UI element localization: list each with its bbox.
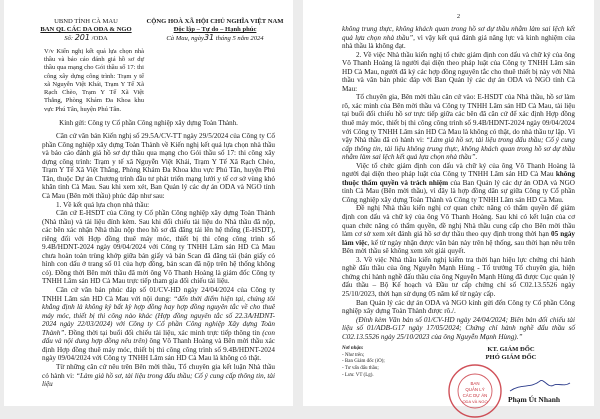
recipient: - Lưu: VT (Lg).: [342, 372, 374, 378]
closing-row: [342, 346, 575, 418]
agency-name: BAN QL CÁC DA ODA & NGO: [40, 26, 132, 34]
document-number: Số: 201 /ODA: [64, 33, 108, 43]
svg-text:CÁC DỰ ÁN: CÁC DỰ ÁN: [462, 392, 488, 398]
section-heading: 2. Về việc Nhà thầu kiến nghị tổ chức giám định con dấu và chữ ký của ông Võ Thanh Hoàng là người đại diện theo pháp luật của Công ty TNHH Lâm sản HD Cà Mau, người đã ký các hợp đồng nguyên tắc cho thuê thiết bị này với Nhà thầu và văn bản phúc đáp với Ban Quản lý các dự án ODA và NGO tỉnh Cà Mau:: [342, 50, 575, 93]
paragraph: Ban Quản lý các dự án ODA và NGO kính gửi đến Công ty Cổ phần Công nghiệp xây dựng Toàn Thành được rõ./.: [342, 298, 575, 316]
greeting: Kính gửi: Công ty Cổ phần Công nghiệp xây dựng Toàn Thành.: [59, 118, 238, 127]
signature-and-name: [508, 377, 572, 404]
paragraph: Đề nghị Nhà thầu kiến nghị cơ quan chức năng có thẩm quyền để giám định con dấu và chữ ký của ông Võ Thanh Hoàng. Sau khi có kết luận của cơ quan chức năng có thẩm quyền, đề nghị Nhà thầu cung cấp cho Bên mời thầu làm cơ sở xem xét đánh giá hồ sơ dự thầu theo quy định trong thời hạn 05 ngày làm việc, kể từ ngày nhận được văn bản này trên hệ thống, sau thời hạn nêu trên Bên mời thầu sẽ không xem xét giải quyết.: [342, 204, 576, 256]
paragraph: Từ những căn cứ nêu trên Bên mời thầu, Tổ chuyên gia kết luận Nhà thầu có hành vi: “Làm giả hồ sơ, tài liệu trong đấu thầu; Cố ý cung cấp thông tin, tài liệu: [42, 362, 276, 389]
document-page-1: [4, 0, 293, 406]
body-page-1: [42, 132, 275, 388]
document-page-2: [303, 0, 594, 406]
section-heading: 3. Về việc Nhà thầu kiến nghị kiểm tra thời hạn hiệu lực chứng chỉ hành nghề đấu thầu của ông Nguyễn Mạnh Hùng - Tổ trưởng Tổ chuyên gia, hiện chứng chỉ hành nghề đấu thầu của ông Nguyễn Mạnh Hùng đã được Cục quản lý đấu thầu – Bộ Kế hoạch và Đầu tư cấp chứng chỉ số C02.13.5526 ngày 25/10/2023, thời hạn sử dụng 05 năm kể từ ngày cấp.: [342, 255, 575, 298]
handwritten-number: 201: [74, 33, 90, 43]
document-date: Cà Mau, ngày31 tháng 5 năm 2024: [166, 33, 264, 43]
official-stamp: [447, 363, 505, 419]
recipients-block: [342, 346, 432, 418]
svg-text:QUẢN LÝ: QUẢN LÝ: [465, 386, 485, 392]
section-heading: 1. Về kết quả lựa chọn nhà thầu:: [56, 200, 150, 209]
paragraph: Căn cứ E-HSDT của Công ty Cổ phần Công nghiệp xây dựng Toàn Thành (Nhà thầu) và tài liệu đính kèm. Sau khi đối chiếu tài liệu do Nhà thầu đã nộp, các bên xác nhận Nhà thầu nộp theo hồ sơ đã đăng tải lên hệ thống (E-HSDT), riêng đối với Hợp đồng thuê máy móc, thiết bị thi công công trình số 9.4B/HDNT-2024 ngày 09/04/2024 với Công ty TNHH Lâm sản HD Cà Mau chưa hoàn toàn trùng khớp giữa bản giấy và bản Scan đã đăng tải (bản giấy có hình con dấu ở trang số 01 của hợp đồng, bản scan đã nộp trên hệ thống không có). Đồng thời Bên mời thầu đã mời ông Võ Thanh Hoàng là giám đốc Công ty TNHH Lâm sản HD Cà Mau trực tiếp tham gia đối chiếu tài liệu.: [42, 209, 275, 286]
signer-name: Phạm Út Nhanh: [508, 395, 561, 405]
paragraph: không trung thực, không khách quan trong hồ sơ dự thầu nhằm làm sai lệch kết quả lựa chọn nhà thầu”, vì vậy kết quả đánh giá năng lực và kinh nghiệm của nhà thầu là không đạt.: [342, 25, 575, 51]
attachments-note: (Đính kèm Văn bản số 01/CV-HD ngày 24/04/2024; Biên bản đối chiếu tài liệu số 01/ADB-G17 ngày 17/05/2024; Chứng chỉ hành nghề đấu thầu số C02.13.5526 ngày 25/10/2023 của ông Nguyễn Mạnh Hùng).”: [342, 315, 575, 341]
recipient: - Tư vấn đấu thầu;: [342, 366, 379, 372]
recipient: - Như trên;: [342, 352, 365, 358]
recipient: - Ban Giám đốc (iO);: [342, 359, 385, 365]
page-number: 2: [456, 13, 461, 20]
nation-title: CỘNG HOÀ XÃ HỘI CHỦ NGHĨA VIỆT NAM: [146, 18, 284, 25]
paragraph: Việc tổ chức giám định con dấu và chữ ký của ông Võ Thanh Hoàng là người đại diện theo pháp luật của Công ty TNHH Lâm sản HD Cà Mau không thuộc thẩm quyền và trách nhiệm của Ban Quản lý các dự án ODA và NGO tỉnh Cà Mau (Bên mời thầu), vì đây là hợp đồng dân sự giữa Công ty Cổ phần Công nghiệp xây dựng Toàn Thành và Công ty TNHH Lâm sản HD Cà Mau.: [342, 161, 575, 204]
svg-text:BAN: BAN: [470, 380, 480, 386]
paragraph: Tổ chuyên gia, Bên mời thầu căn cứ vào: E-HSDT của Nhà thầu, hồ sơ làm rõ, xác minh của Bên mời thầu và Công ty TNHH Lâm sản HD Cà Mau, tài liệu tại buổi đối chiếu hồ sơ trực tiếp giữa các bên đã căn cứ để xác định Hợp đồng thuê máy móc, thiết bị thi công công trình số 9.4B/HDNT-2024 ngày 09/04/2024 với Công ty TNHH Lâm sản HD Cà Mau là không có thật, do nhà thầu tự lập. Vì vậy Nhà thầu đã có hành vi: “Làm giả hồ sơ, tài liệu trong đấu thầu; Cố ý cung cấp thông tin, tài liệu không trung thực, không khách quan trong hồ sơ dự thầu nhằm làm sai lệch kết quả lựa chọn nhà thầu”.: [342, 93, 576, 162]
nation-block: [142, 18, 288, 44]
page-1-content: [4, 18, 293, 389]
recipients-title: Nơi nhận:: [342, 346, 364, 352]
motto: Độc lập – Tự do – Hạnh phúc: [173, 26, 257, 34]
signature-area: [447, 363, 575, 419]
body-page-2: [342, 25, 575, 341]
signature-block: [447, 346, 575, 418]
page-2-content: [342, 12, 575, 419]
letterhead: [4, 18, 293, 44]
signature-title: KT. GIÁM ĐỐC PHÓ GIÁM ĐỐC: [485, 346, 537, 362]
signature-scribble: [508, 377, 572, 395]
paragraph: Căn cứ văn bản phúc đáp số 01/CV-HD ngày 24/04/2024 của Công ty TNHH Lâm sản HD Cà Mau với nội dung: “đến thời điểm hiện tại, chúng tôi khẳng định là không ký bất kỳ hợp đồng hay hợp đồng nguyên tắc về cho thuê máy móc, thiết bị thi công nào khác (Hợp đồng nguyên tắc số 22.3A/HDNT-2024 ngày 22/03/2024) với Công ty Cổ phần Công nghiệp Xây dựng Toàn Thành”. Đồng thời tại buổi đối chiếu tài liệu, xác minh trực tiếp thông tin (con dấu và nội dung hợp đồng nêu trên) ông Võ Thanh Hoàng và Bên mời thầu xác định Hợp đồng thuê máy móc, thiết bị thi công công trình số 9.4B/HDNT-2024 ngày 09/04/2024 với Công ty TNHH Lâm sản HD Cà Mau là không có thật.: [42, 286, 276, 363]
svg-text:ODA VÀ NGO: ODA VÀ NGO: [462, 398, 488, 404]
subject: V/v Kiến nghị kết quả lựa chọn nhà thầu và báo cáo đánh giá hồ sơ dự thầu qua mạng cho Gói thầu số 17: thi công xây dựng công trình: Trạm y tế xã Nguyễn Việt Khái, Trạm Y Tế Xã Rạch Chèo, Trạm Y Tế Xã Việt Thắng, Phòng Khám Đa Khoa khu vực Phú Tân, huyện Phú Tân.: [44, 47, 144, 113]
agency-parent: UBND TỈNH CÀ MAU: [54, 18, 118, 25]
paragraph: Căn cứ văn bản Kiến nghị số 29.5A/CV-TT ngày 29/5/2024 của Công ty Cổ phần Công nghiệp xây dựng Toàn Thành về Kiến nghị kết quả lựa chọn nhà thầu và báo cáo đánh giá hồ sơ dự thầu qua mạng cho Gói thầu số 17: thi công xây dựng công trình: Trạm y tế xã Nguyễn Việt Khái, Trạm Y Tế Xã Rạch Chèo, Trạm Y Tế Xã Việt Thắng, Phòng Khám Đa Khoa khu vực Phú Tân, huyện Phú Tân, thuộc Dự án Chương trình đầu tư phát triển mạng lưới y tế cơ sở vùng khó khăn tỉnh Cà Mau. Sau khi xem xét, Ban Quản lý các dự án ODA và NGO tỉnh Cà Mau (Bên mời thầu) phúc đáp như sau:: [42, 132, 275, 201]
issuer-block: [34, 18, 138, 44]
